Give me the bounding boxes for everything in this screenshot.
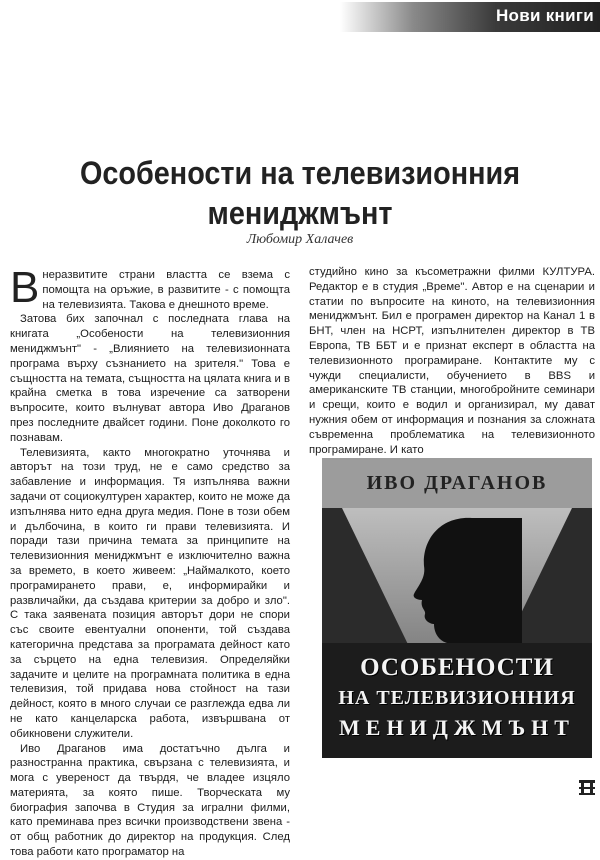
article-title-line-2: мениджмънт (207, 195, 393, 231)
article-column-right (309, 265, 595, 456)
cover-author: ИВО ДРАГАНОВ (366, 472, 548, 494)
article-author: Любомир Халачев (246, 232, 354, 247)
paragraph-1 (10, 263, 290, 312)
book-cover-image (322, 458, 592, 758)
paragraph-1-text: неразвитите страни властта се взема с помощта на оръжие, в развитите - с помощта на телевизията. Такова е днешното време. (42, 269, 290, 311)
paragraph-3: Телевизията, както многократно уточнява и авторът на този труд, не е само средство за забавление и информация. Тя изпълнява важни задачи от социокултурен характер, които не може да изпълнява нито една друга медия. Поне в този обем и дълбочина, в които ги прави телевизията. И поради тази причина темата за принципите на телевизионния мениджмънт е изключително важна за времето, в което живеем: „Наймалкото, което програмирането прави, е, информирайки и развличайки, да създава критерии за добро и зло". С така заявената позиция авторът дори не спори със своите евентуални опоненти, той създава категорична представа за програмата дейност като за сърцето на една телевизия. Определяйки задачите и целите на програмната политика в една телевизия, той придава нова стойност на тази дейност, която в много случаи се разглежда едва ли не като канцеларска работа, извършвана от обикновени служители. (10, 446, 290, 740)
drop-cap: В (10, 263, 40, 312)
publisher-logo-icon (578, 778, 596, 796)
cover-title-line-1: ОСОБЕНОСТИ (360, 654, 554, 681)
article-title (30, 153, 570, 233)
section-label: Нови книги (495, 6, 594, 25)
section-header-band (340, 2, 600, 32)
book-cover-artwork (322, 458, 592, 758)
paragraph-5: студийно кино за късометражни филми КУЛТУРА. Редактор е в студия „Време". Автор е на сценарии и статии по въпросите на киното, на телевизионния мениджмънт. Бил е програмен директор на Канал 1 в БНТ, член на НСРТ, изпълнителен директор в ТВ Европа, ТВ ББТ и е признат експерт в областта на телевизионното програмиране. Контактите му с чужди специалисти, обучението в BBS и американските ТВ станции, многобройните семинари и срещи, които е водил и организирал, му дават нужния обем от информация и познания за сложната съвременна проблематика на телевизионното програмиране. И като (309, 266, 595, 456)
article-column-left (10, 263, 290, 859)
cover-title-line-2: НА ТЕЛЕВИЗИОННИЯ (338, 687, 576, 709)
paragraph-4: Иво Драганов има достатъчно дълга и разностранна практика, свързана с телевизията, и мога с увереност да твърдя, че владее изцяло материята, за която пише. Творческата му биография започва в Студия за игрални филми, като преминава през всички производствени звена - от общ работник до директор на продукция. След това работи като програматор на (10, 742, 290, 859)
article-title-line-1: Особености на телевизионния (79, 155, 521, 191)
cover-title-line-3: МЕНИДЖМЪНТ (339, 715, 575, 740)
paragraph-2: Затова бих започнал с последната глава на книгата „Особености на телевизионния мениджмънт" - „Влиянието на телевизионната програма върху съзнанието на зрителя." Това е същността на темата, същността на цялата книга и в крайна сметка в това изречение са затворени въпросите, които вълнуват автора Иво Драганов през последните двайсет години. Поне доколкото го познавам. (10, 313, 290, 444)
